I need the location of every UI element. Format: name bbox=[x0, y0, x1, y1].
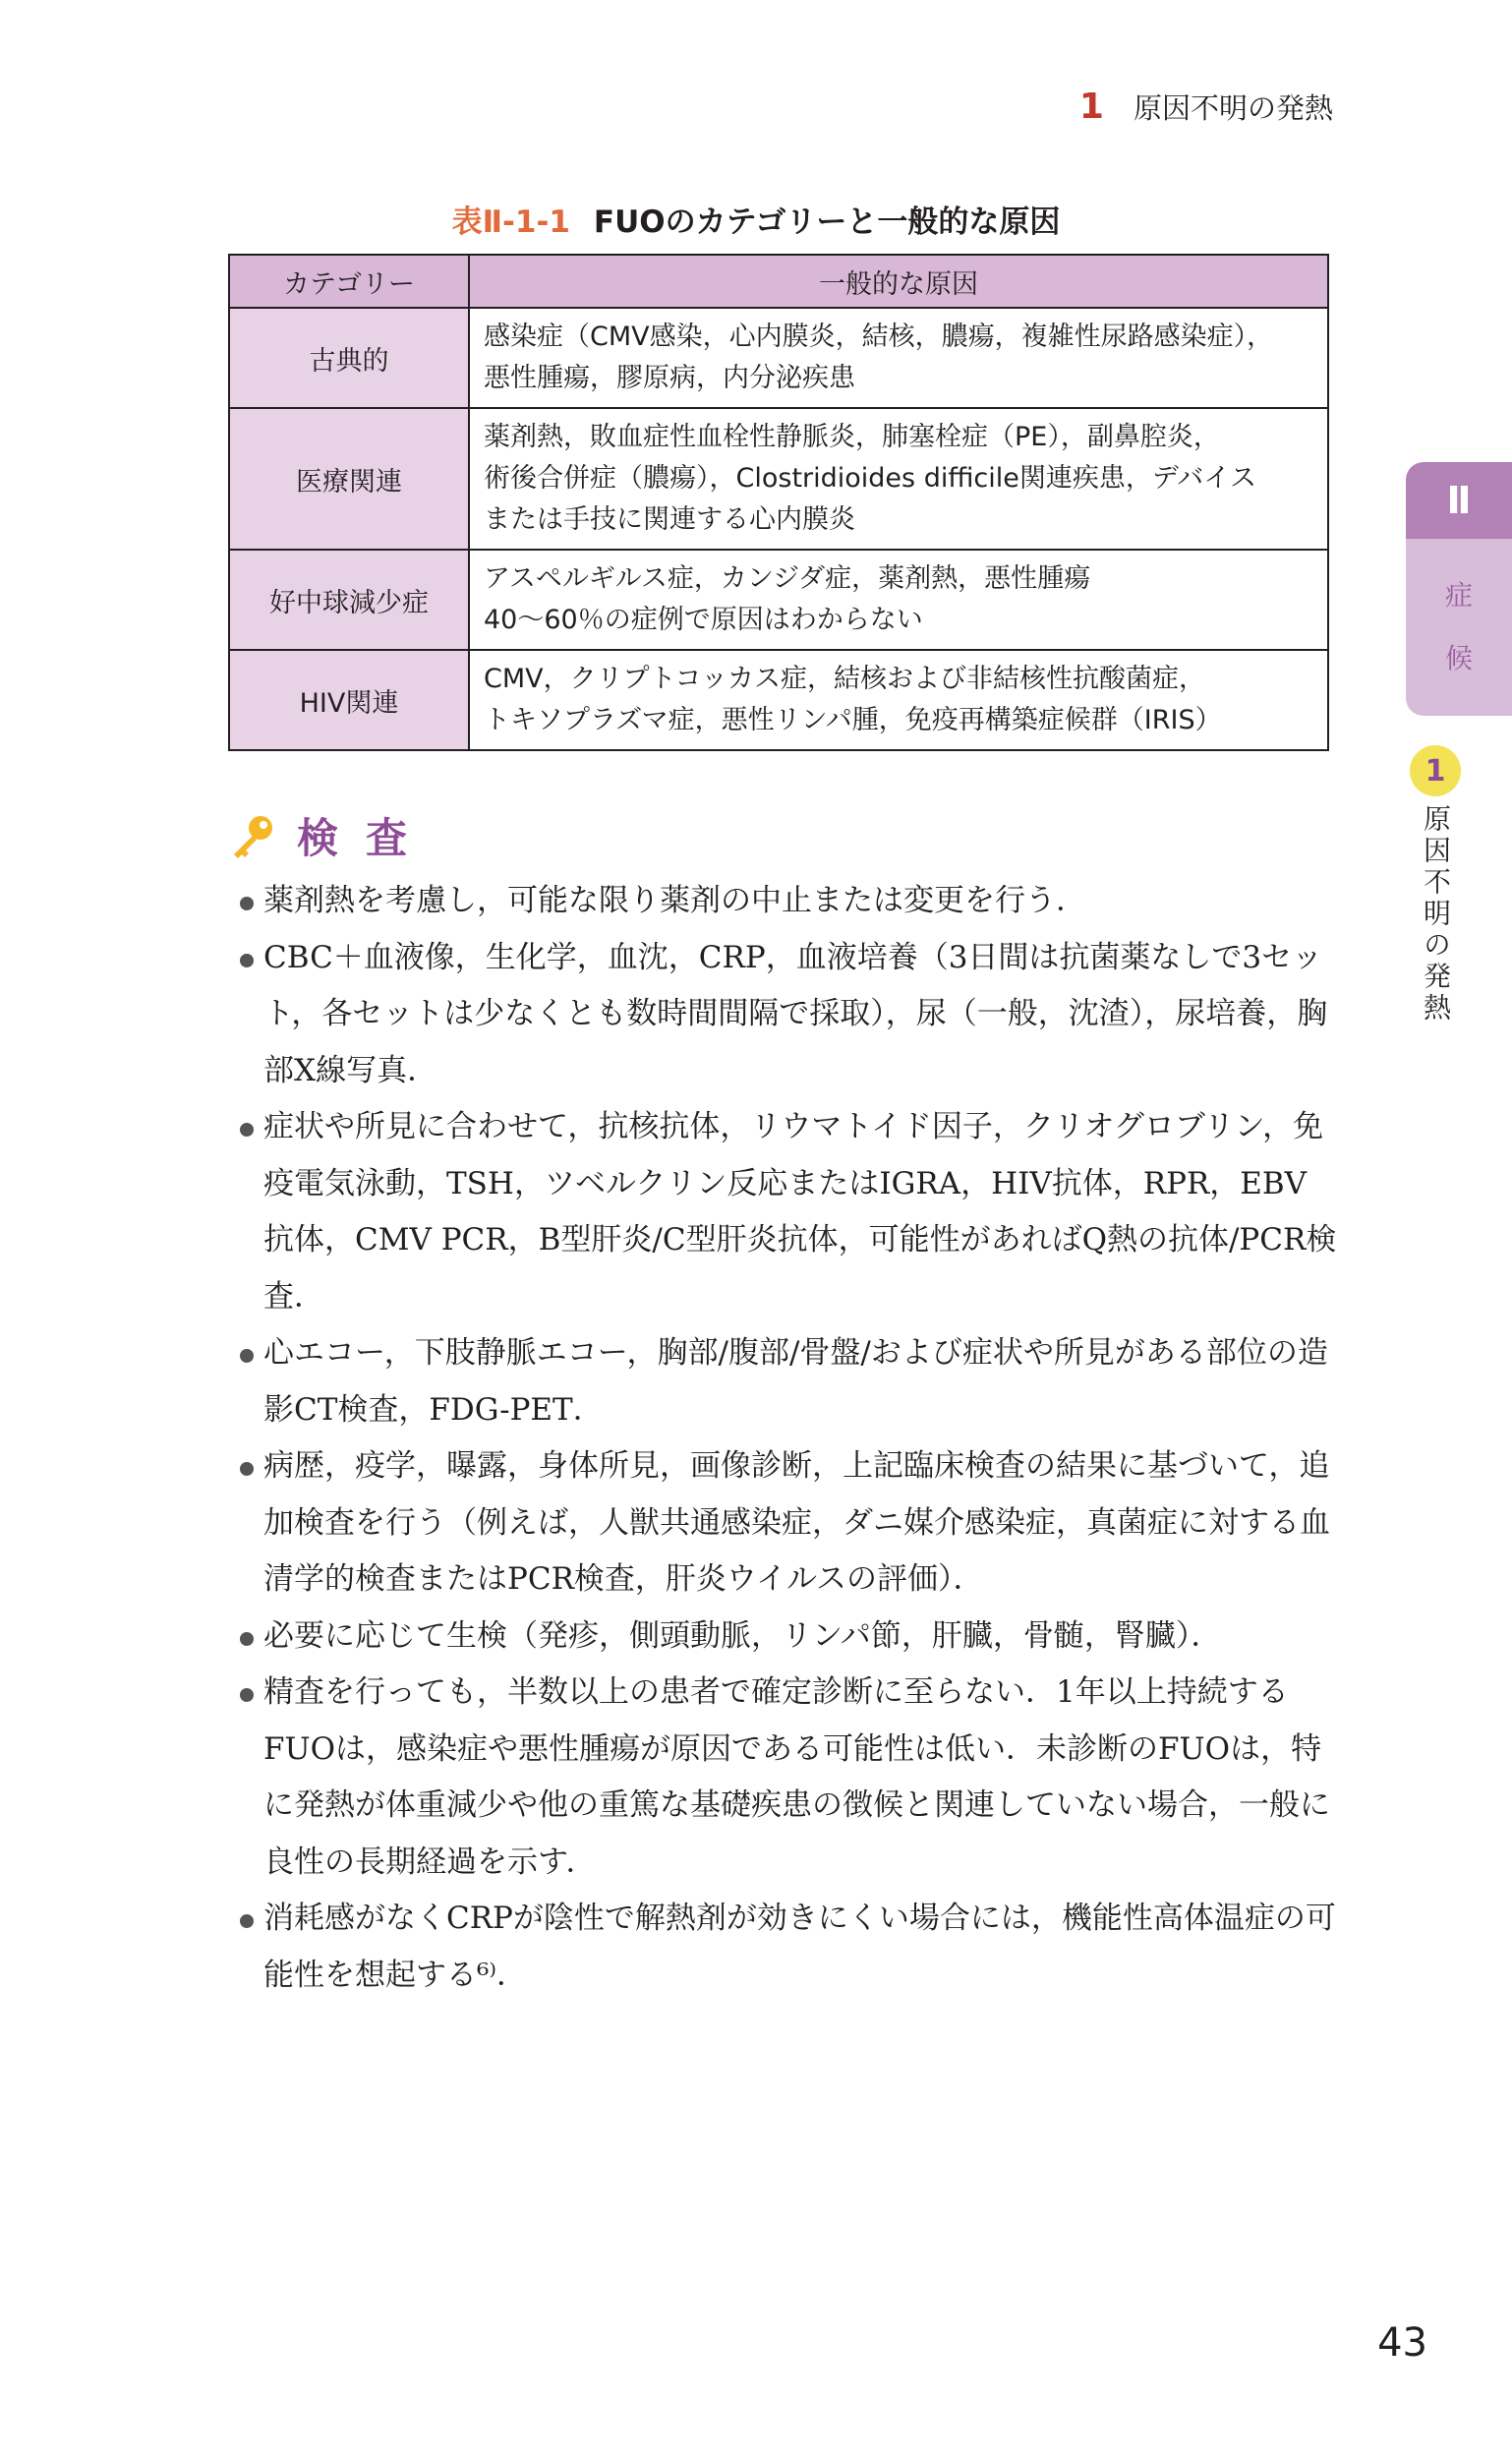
row-category: 医療関連 bbox=[229, 408, 469, 550]
cause-line: 感染症（CMV感染，心内膜炎，結核，膿瘍，複雑性尿路感染症）， bbox=[484, 322, 1274, 352]
bullet-icon bbox=[240, 1688, 254, 1702]
side-tab-chapter: Ⅱ bbox=[1406, 462, 1512, 539]
side-tab-label-char: 候 bbox=[1444, 642, 1473, 674]
row-category: 好中球減少症 bbox=[229, 550, 469, 650]
exam-bullet-list bbox=[236, 873, 1337, 2004]
bullet-icon bbox=[240, 1123, 254, 1137]
row-causes bbox=[469, 408, 1328, 550]
key-icon bbox=[228, 811, 277, 860]
header-causes: 一般的な原因 bbox=[469, 255, 1328, 308]
row-causes bbox=[469, 650, 1328, 750]
table-row bbox=[229, 650, 1328, 750]
cause-line: アスペルギルス症，カンジダ症，薬剤熱，悪性腫瘍 bbox=[484, 563, 1091, 594]
table-row bbox=[229, 308, 1328, 408]
list-item: 消耗感がなくCRPが陰性で解熱剤が効きにくい場合には，機能性高体温症の可能性を想起する⁶⁾． bbox=[236, 1891, 1337, 2004]
row-category: 古典的 bbox=[229, 308, 469, 408]
fuo-table bbox=[228, 254, 1329, 751]
page-number: 43 bbox=[1377, 2320, 1427, 2366]
cause-line: 40〜60％の症例で原因はわからない bbox=[484, 605, 923, 635]
cause-line: または手技に関連する心内膜炎 bbox=[484, 504, 855, 535]
cause-line: 悪性腫瘍，膠原病，内分泌疾患 bbox=[484, 363, 855, 393]
table-row bbox=[229, 550, 1328, 650]
cause-line: トキソプラズマ症，悪性リンパ腫，免疫再構築症候群（IRIS） bbox=[484, 705, 1222, 735]
list-item: 精査を行っても，半数以上の患者で確定診断に至らない．1年以上持続するFUOは，感染症や悪性腫瘍が原因である可能性は低い．未診断のFUOは，特に発熱が体重減少や他の重篤な基礎疾患の徴候と関連していない場合，一般に良性の長期経過を示す． bbox=[236, 1665, 1337, 1891]
section-title: 検査 bbox=[297, 814, 436, 862]
cause-line: 薬剤熱，敗血症性血栓性静脈炎，肺塞栓症（PE），副鼻腔炎， bbox=[484, 422, 1220, 452]
side-tab-label-char: 症 bbox=[1444, 579, 1473, 612]
bullet-icon bbox=[240, 1632, 254, 1646]
bullet-icon bbox=[240, 1462, 254, 1476]
running-head bbox=[1079, 87, 1333, 127]
header-category: カテゴリー bbox=[229, 255, 469, 308]
table-caption bbox=[0, 197, 1512, 241]
table-caption-title: FUOのカテゴリーと一般的な原因 bbox=[593, 205, 1061, 240]
list-item: 心エコー，下肢静脈エコー，胸部/腹部/骨盤/および症状や所見がある部位の造影CT検査，FDG-PET． bbox=[236, 1325, 1337, 1438]
list-item: 症状や所見に合わせて，抗核抗体，リウマトイド因子，クリオグロブリン，免疫電気泳動，TSH，ツベルクリン反応またはIGRA，HIV抗体，RPR，EBV抗体，CMV PCR，B型肝炎/C型肝炎抗体，可能性があればQ熱の抗体/PCR検査． bbox=[236, 1099, 1337, 1325]
side-tab-sub-number: 1 bbox=[1410, 745, 1461, 796]
chapter-title: 原因不明の発熱 bbox=[1133, 91, 1333, 125]
table-caption-number: 表Ⅱ-1-1 bbox=[451, 205, 570, 240]
list-item: 薬剤熱を考慮し，可能な限り薬剤の中止または変更を行う． bbox=[236, 873, 1337, 930]
bullet-icon bbox=[240, 1349, 254, 1363]
cause-line: CMV，クリプトコッカス症，結核および非結核性抗酸菌症， bbox=[484, 664, 1205, 694]
chapter-number: 1 bbox=[1078, 87, 1104, 127]
cause-line: 術後合併症（膿瘍），Clostridioides difficile関連疾患，デバイス bbox=[484, 463, 1257, 494]
table-row bbox=[229, 408, 1328, 550]
bullet-icon bbox=[240, 1914, 254, 1928]
row-causes bbox=[469, 308, 1328, 408]
row-category: HIV関連 bbox=[229, 650, 469, 750]
side-tab-sub-title: 原因不明の発熱 bbox=[1420, 804, 1452, 1024]
side-tab-label bbox=[1406, 539, 1512, 716]
bullet-icon bbox=[240, 897, 254, 910]
list-item: 必要に応じて生検（発疹，側頭動脈，リンパ節，肝臓，骨髄，腎臓）． bbox=[236, 1609, 1337, 1666]
bullet-icon bbox=[240, 954, 254, 967]
list-item: CBC＋血液像，生化学，血沈，CRP，血液培養（3日間は抗菌薬なしで3セット，各セットは少なくとも数時間間隔で採取），尿（一般，沈渣），尿培養，胸部X線写真． bbox=[236, 930, 1337, 1100]
list-item: 病歴，疫学，曝露，身体所見，画像診断，上記臨床検査の結果に基づいて，追加検査を行う（例えば，人獣共通感染症，ダニ媒介感染症，真菌症に対する血清学的検査またはPCR検査，肝炎ウイルスの評価）． bbox=[236, 1438, 1337, 1609]
table-header-row bbox=[229, 255, 1328, 308]
row-causes bbox=[469, 550, 1328, 650]
section-heading bbox=[228, 806, 435, 865]
